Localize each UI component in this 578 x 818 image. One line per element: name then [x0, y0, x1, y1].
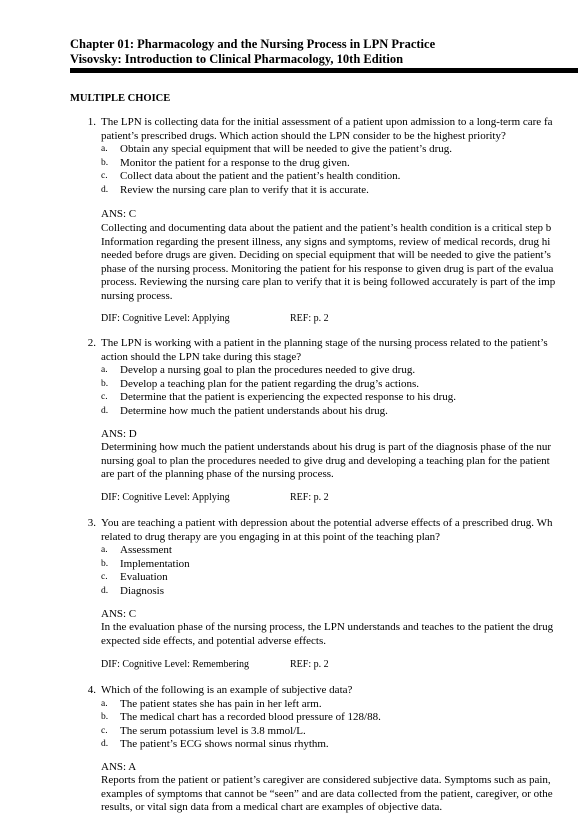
option-letter: c.	[101, 171, 108, 182]
stem-line: The LPN is working with a patient in the planning stage of the nursing process related to the patient’s	[101, 337, 548, 349]
cognitive-level: DIF: Cognitive Level: Applying	[101, 492, 230, 503]
option-text: Monitor the patient for a response to the drug given.	[120, 156, 350, 169]
rationale-line: are part of the planning phase of the nursing process.	[101, 468, 334, 481]
document-header	[70, 37, 578, 67]
question-number: 2.	[87, 337, 96, 349]
option-text: Review the nursing care plan to verify that it is accurate.	[120, 183, 369, 196]
option-text: Evaluation	[120, 571, 168, 584]
option-letter: b.	[101, 712, 109, 723]
page-reference: REF: p. 2	[290, 313, 329, 324]
option-letter: d.	[101, 405, 109, 416]
header-rule	[70, 68, 578, 73]
rationale-line: examples of symptoms that cannot be “seen” and are data collected from the patient, caregiver, or othe	[101, 787, 553, 800]
question-number: 4.	[87, 684, 96, 696]
chapter-title: Chapter 01: Pharmacology and the Nursing Process in LPN Practice	[70, 37, 436, 51]
option-text: The medical chart has a recorded blood pressure of 128/88.	[120, 711, 381, 724]
option-text: Obtain any special equipment that will be needed to give the patient’s drug.	[120, 143, 453, 155]
question-stem	[101, 517, 552, 544]
option-letter: d.	[101, 585, 109, 596]
option-text: Assessment	[120, 544, 172, 556]
question-number: 1.	[87, 116, 96, 128]
rationale-line: needed before drugs are given. Deciding on special equipment that will be needed to give the patient’s	[101, 249, 551, 262]
rationale	[101, 441, 551, 482]
rationale-line: process. Reviewing the nursing care plan to verify that it is being followed accurately is part of the imp	[101, 276, 556, 289]
option-letter: b.	[101, 378, 109, 389]
answer-key: ANS: A	[101, 761, 137, 773]
question-stem	[101, 116, 552, 143]
question-number: 3.	[87, 517, 96, 529]
stem-line: patient’s prescribed drugs. Which action should the LPN consider to be the highest priority?	[101, 129, 506, 142]
stem-line: The LPN is collecting data for the initial assessment of a patient upon admission to a long-term care fa	[101, 116, 553, 128]
rationale	[101, 621, 553, 648]
cognitive-level: DIF: Cognitive Level: Remembering	[101, 659, 250, 670]
answer-key: ANS: D	[101, 428, 137, 440]
option-text: Collect data about the patient and the patient’s health condition.	[120, 170, 401, 183]
option-letter: b.	[101, 558, 109, 569]
option-text: The patient states she has pain in her left arm.	[120, 697, 322, 710]
option-letter: a.	[101, 144, 108, 154]
answer-key: ANS: C	[101, 608, 137, 620]
option-letter: a.	[101, 365, 108, 375]
stem-line: action should the LPN take during this stage?	[101, 350, 302, 363]
rationale-line: nursing goal to plan the procedures needed to give drug and developing a teaching plan for the patient	[101, 454, 550, 467]
answer-key: ANS: C	[101, 208, 137, 220]
option-text: Determine that the patient is experiencing the expected response to his drug.	[120, 391, 456, 404]
rationale	[101, 222, 555, 304]
stem-line: Which of the following is an example of subjective data?	[101, 684, 353, 696]
option-text: Develop a nursing goal to plan the procedures needed to give drug.	[120, 364, 416, 376]
option-text: Develop a teaching plan for the patient regarding the drug’s actions.	[120, 377, 420, 390]
option-letter: b.	[101, 157, 109, 168]
rationale-line: phase of the nursing process. Monitoring the patient for his response to given drug is part of the evalua	[101, 262, 554, 275]
page-reference: REF: p. 2	[290, 659, 329, 670]
section-title: MULTIPLE CHOICE	[70, 93, 171, 104]
stem-line: You are teaching a patient with depression about the potential adverse effects of a prescribed drug. Wh	[101, 517, 553, 529]
option-letter: c.	[101, 392, 108, 403]
rationale-line: Determining how much the patient understands about his drug is part of the diagnosis phase of the nur	[101, 441, 551, 453]
cognitive-level: DIF: Cognitive Level: Applying	[101, 313, 230, 324]
option-text: The serum potassium level is 3.8 mmol/L.	[120, 724, 306, 737]
option-letter: d.	[101, 184, 109, 195]
question-stem	[101, 684, 352, 698]
book-title: Visovsky: Introduction to Clinical Pharmacology, 10th Edition	[70, 52, 404, 66]
rationale-line: results, or vital sign data from a medical chart are examples of objective data.	[101, 801, 443, 814]
option-letter: a.	[101, 698, 108, 709]
option-text: Diagnosis	[120, 584, 164, 597]
rationale-line: Collecting and documenting data about the patient and the patient’s health condition is a critical step b	[101, 222, 552, 234]
rationale-line: Information regarding the present illness, any signs and symptoms, review of medical records, drug hi	[101, 235, 551, 248]
rationale-line: expected side effects, and potential adverse effects.	[101, 634, 326, 647]
option-letter: c.	[101, 725, 108, 736]
option-letter: c.	[101, 572, 108, 583]
rationale	[101, 774, 553, 815]
option-text: Implementation	[120, 557, 190, 570]
option-letter: d.	[101, 739, 109, 750]
question-stem	[101, 337, 548, 364]
option-text: Determine how much the patient understands about his drug.	[120, 404, 388, 417]
rationale-line: In the evaluation phase of the nursing process, the LPN understands and teaches to the patient the drug	[101, 621, 554, 633]
rationale-line: nursing process.	[101, 289, 173, 302]
option-text: The patient’s ECG shows normal sinus rhythm.	[120, 738, 329, 751]
rationale-line: Reports from the patient or patient’s caregiver are considered subjective data. Symptoms such as pain,	[101, 774, 551, 786]
page-reference: REF: p. 2	[290, 492, 329, 503]
stem-line: related to drug therapy are you engaging in at this point of the teaching plan?	[101, 530, 441, 543]
option-letter: a.	[101, 545, 108, 555]
